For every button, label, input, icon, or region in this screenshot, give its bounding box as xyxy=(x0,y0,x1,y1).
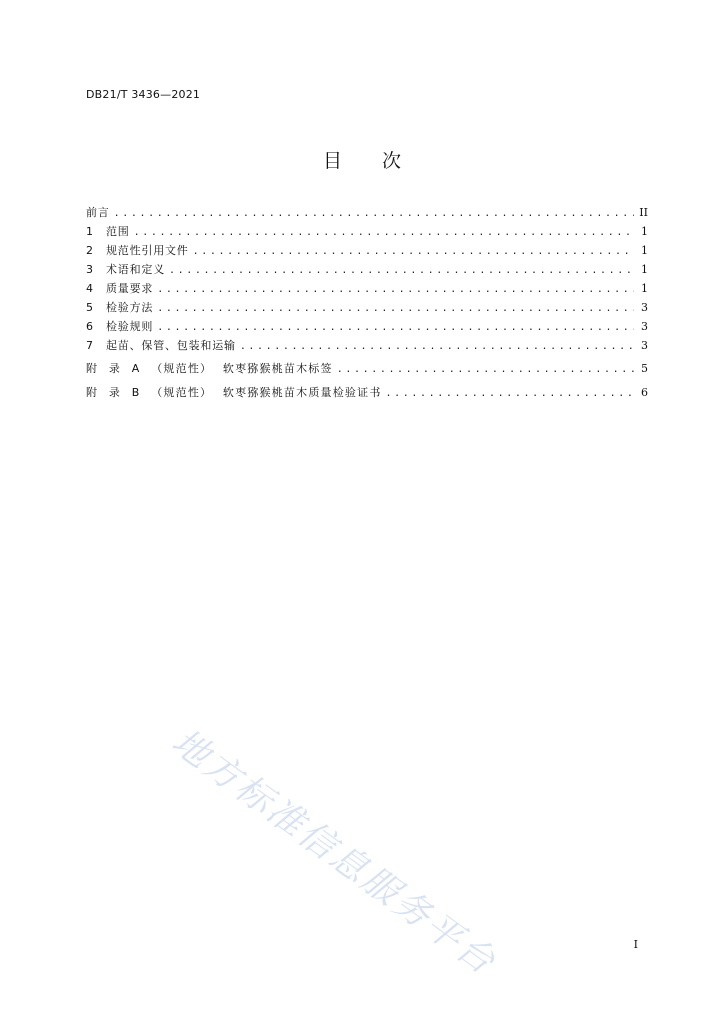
toc-entry-quality-requirements[interactable] xyxy=(86,279,648,298)
toc-title-char-1: 目 xyxy=(322,150,342,172)
toc-entry-label: 前言 xyxy=(86,206,110,219)
toc-entry-number: 4 xyxy=(86,282,93,295)
toc-entry-page: 3 xyxy=(641,320,648,333)
toc-entry-label: 质量要求 xyxy=(106,282,154,295)
toc-title-char-2: 次 xyxy=(382,150,402,172)
toc-entry-page: II xyxy=(639,206,648,219)
toc-dot-leader xyxy=(157,318,634,336)
toc-entry-page: 1 xyxy=(641,225,648,238)
toc-entry-label: 规范性引用文件 xyxy=(106,244,189,257)
toc-dot-leader xyxy=(386,382,634,405)
toc-entry-number: 1 xyxy=(86,225,93,238)
toc-entry-label: 附 录 B （规范性） 软枣猕猴桃苗木质量检验证书 xyxy=(86,386,382,399)
toc-entry-label: 检验规则 xyxy=(106,320,154,333)
toc-entry-number: 3 xyxy=(86,263,93,276)
toc-dot-leader xyxy=(157,299,634,317)
watermark-text: 地方标准信息服务平台 xyxy=(164,721,504,984)
toc-entry-appendix-a[interactable] xyxy=(86,357,648,381)
page-number: I xyxy=(633,938,638,951)
toc-dot-leader xyxy=(114,204,634,222)
toc-title xyxy=(0,146,724,173)
toc-entry-foreword[interactable] xyxy=(86,203,648,222)
toc-entry-test-methods[interactable] xyxy=(86,298,648,317)
toc-dot-leader xyxy=(240,337,634,355)
toc-entry-page: 5 xyxy=(641,362,648,375)
toc-entry-page: 1 xyxy=(641,263,648,276)
toc-dot-leader xyxy=(134,223,634,241)
toc-dot-leader xyxy=(193,242,634,260)
toc-entry-label: 附 录 A （规范性） 软枣猕猴桃苗木标签 xyxy=(86,362,333,375)
toc-entry-terms-definitions[interactable] xyxy=(86,260,648,279)
toc-entry-page: 3 xyxy=(641,301,648,314)
toc-list xyxy=(86,203,648,405)
toc-entry-label: 检验方法 xyxy=(106,301,154,314)
toc-dot-leader xyxy=(337,358,634,381)
toc-entry-label: 起苗、保管、包装和运输 xyxy=(106,339,236,352)
toc-entry-page: 3 xyxy=(641,339,648,352)
toc-entry-normative-references[interactable] xyxy=(86,241,648,260)
toc-entry-inspection-rules[interactable] xyxy=(86,317,648,336)
toc-dot-leader xyxy=(157,280,634,298)
toc-entry-page: 1 xyxy=(641,244,648,257)
toc-entry-page: 6 xyxy=(641,386,648,399)
toc-entry-scope[interactable] xyxy=(86,222,648,241)
toc-entry-lifting-storage-packing-transport[interactable] xyxy=(86,336,648,355)
toc-entry-number: 2 xyxy=(86,244,93,257)
document-code: DB21/T 3436—2021 xyxy=(86,88,201,101)
toc-entry-label: 术语和定义 xyxy=(106,263,165,276)
toc-entry-number: 5 xyxy=(86,301,93,314)
toc-entry-page: 1 xyxy=(641,282,648,295)
toc-entry-number: 7 xyxy=(86,339,93,352)
toc-dot-leader xyxy=(169,261,634,279)
toc-entry-label: 范围 xyxy=(106,225,130,238)
toc-entry-appendix-b[interactable] xyxy=(86,381,648,405)
toc-entry-number: 6 xyxy=(86,320,93,333)
